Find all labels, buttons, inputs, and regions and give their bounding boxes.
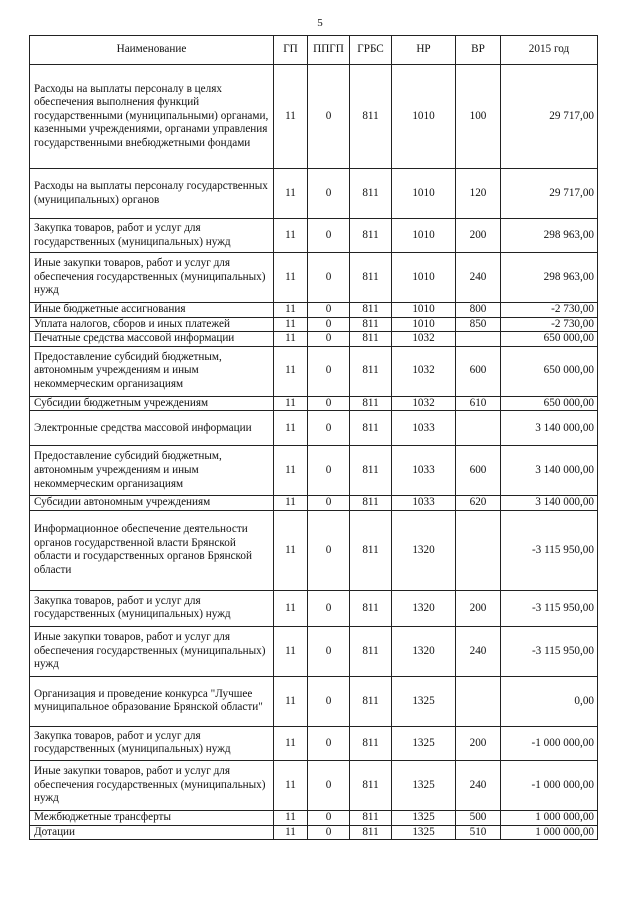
row-name: Предоставление субсидий бюджетным, автономным учреждениям и иным некоммерческим организациям	[30, 446, 274, 496]
row-vr: 100	[456, 65, 501, 169]
row-grbs: 811	[350, 726, 392, 760]
row-amount: -1 000 000,00	[501, 726, 598, 760]
row-gp: 11	[274, 317, 308, 332]
row-gp: 11	[274, 626, 308, 676]
row-nr: 1325	[392, 810, 456, 825]
col-header-name: Наименование	[30, 36, 274, 65]
table-row	[30, 411, 598, 446]
row-gp: 11	[274, 332, 308, 347]
table-row	[30, 169, 598, 219]
row-grbs: 811	[350, 510, 392, 590]
row-gp: 11	[274, 496, 308, 511]
row-nr: 1010	[392, 65, 456, 169]
row-gp: 11	[274, 253, 308, 303]
row-grbs: 811	[350, 590, 392, 626]
row-vr: 200	[456, 590, 501, 626]
row-amount: 298 963,00	[501, 253, 598, 303]
row-grbs: 811	[350, 810, 392, 825]
row-ppgp: 0	[308, 590, 350, 626]
row-name: Межбюджетные трансферты	[30, 810, 274, 825]
row-name: Информационное обеспечение деятельности органов государственной власти Брянской области и государственных органов Брянской области	[30, 510, 274, 590]
row-gp: 11	[274, 760, 308, 810]
row-vr: 600	[456, 346, 501, 396]
budget-table	[29, 35, 598, 840]
table-row	[30, 496, 598, 511]
row-ppgp: 0	[308, 346, 350, 396]
row-gp: 11	[274, 510, 308, 590]
row-nr: 1033	[392, 496, 456, 511]
row-amount: -2 730,00	[501, 317, 598, 332]
row-grbs: 811	[350, 219, 392, 253]
table-row	[30, 590, 598, 626]
col-header-year: 2015 год	[501, 36, 598, 65]
row-amount: 29 717,00	[501, 65, 598, 169]
row-gp: 11	[274, 303, 308, 318]
row-gp: 11	[274, 169, 308, 219]
table-row	[30, 396, 598, 411]
row-vr: 800	[456, 303, 501, 318]
col-header-grbs: ГРБС	[350, 36, 392, 65]
table-row	[30, 65, 598, 169]
row-grbs: 811	[350, 411, 392, 446]
row-nr: 1032	[392, 332, 456, 347]
table-row	[30, 810, 598, 825]
row-amount: -3 115 950,00	[501, 510, 598, 590]
row-gp: 11	[274, 726, 308, 760]
row-nr: 1320	[392, 626, 456, 676]
row-name: Предоставление субсидий бюджетным, автономным учреждениям и иным некоммерческим организациям	[30, 346, 274, 396]
row-name: Расходы на выплаты персоналу государственных (муниципальных) органов	[30, 169, 274, 219]
row-grbs: 811	[350, 396, 392, 411]
table-row	[30, 346, 598, 396]
row-nr: 1325	[392, 760, 456, 810]
row-grbs: 811	[350, 253, 392, 303]
row-amount: 3 140 000,00	[501, 446, 598, 496]
row-nr: 1320	[392, 590, 456, 626]
row-ppgp: 0	[308, 219, 350, 253]
row-amount: -2 730,00	[501, 303, 598, 318]
row-gp: 11	[274, 396, 308, 411]
row-gp: 11	[274, 346, 308, 396]
row-gp: 11	[274, 219, 308, 253]
row-amount: 29 717,00	[501, 169, 598, 219]
table-row	[30, 510, 598, 590]
row-vr: 240	[456, 253, 501, 303]
table-header-row	[30, 36, 598, 65]
row-grbs: 811	[350, 332, 392, 347]
row-vr: 500	[456, 810, 501, 825]
col-header-nr: НР	[392, 36, 456, 65]
row-vr: 610	[456, 396, 501, 411]
row-name: Дотации	[30, 825, 274, 840]
row-ppgp: 0	[308, 253, 350, 303]
row-vr: 200	[456, 219, 501, 253]
row-nr: 1010	[392, 169, 456, 219]
row-amount: 0,00	[501, 676, 598, 726]
row-nr: 1033	[392, 411, 456, 446]
row-name: Электронные средства массовой информации	[30, 411, 274, 446]
row-grbs: 811	[350, 825, 392, 840]
page-number: 5	[317, 17, 323, 29]
row-vr: 510	[456, 825, 501, 840]
row-grbs: 811	[350, 303, 392, 318]
row-ppgp: 0	[308, 65, 350, 169]
row-name: Закупка товаров, работ и услуг для государственных (муниципальных) нужд	[30, 590, 274, 626]
row-ppgp: 0	[308, 810, 350, 825]
row-gp: 11	[274, 446, 308, 496]
row-amount: 1 000 000,00	[501, 825, 598, 840]
row-name: Иные закупки товаров, работ и услуг для обеспечения государственных (муниципальных) нужд	[30, 253, 274, 303]
row-grbs: 811	[350, 346, 392, 396]
row-gp: 11	[274, 810, 308, 825]
row-grbs: 811	[350, 496, 392, 511]
row-ppgp: 0	[308, 169, 350, 219]
row-ppgp: 0	[308, 332, 350, 347]
row-amount: 1 000 000,00	[501, 810, 598, 825]
row-gp: 11	[274, 411, 308, 446]
row-ppgp: 0	[308, 446, 350, 496]
row-name: Субсидии автономным учреждениям	[30, 496, 274, 511]
row-grbs: 811	[350, 760, 392, 810]
row-nr: 1010	[392, 303, 456, 318]
row-ppgp: 0	[308, 510, 350, 590]
row-name: Субсидии бюджетным учреждениям	[30, 396, 274, 411]
row-ppgp: 0	[308, 496, 350, 511]
table-row	[30, 626, 598, 676]
row-name: Печатные средства массовой информации	[30, 332, 274, 347]
row-gp: 11	[274, 590, 308, 626]
row-vr	[456, 332, 501, 347]
row-ppgp: 0	[308, 760, 350, 810]
row-amount: -3 115 950,00	[501, 626, 598, 676]
row-ppgp: 0	[308, 317, 350, 332]
row-ppgp: 0	[308, 726, 350, 760]
table-row	[30, 332, 598, 347]
row-nr: 1033	[392, 446, 456, 496]
row-name: Закупка товаров, работ и услуг для государственных (муниципальных) нужд	[30, 726, 274, 760]
row-vr: 120	[456, 169, 501, 219]
row-amount: 650 000,00	[501, 332, 598, 347]
row-name: Организация и проведение конкурса "Лучшее муниципальное образование Брянской области"	[30, 676, 274, 726]
row-ppgp: 0	[308, 626, 350, 676]
row-grbs: 811	[350, 317, 392, 332]
row-name: Закупка товаров, работ и услуг для государственных (муниципальных) нужд	[30, 219, 274, 253]
row-vr: 240	[456, 760, 501, 810]
row-nr: 1325	[392, 726, 456, 760]
row-grbs: 811	[350, 169, 392, 219]
table-row	[30, 446, 598, 496]
col-header-gp: ГП	[274, 36, 308, 65]
row-nr: 1010	[392, 219, 456, 253]
row-amount: -3 115 950,00	[501, 590, 598, 626]
row-nr: 1325	[392, 825, 456, 840]
row-ppgp: 0	[308, 396, 350, 411]
col-header-ppgp: ППГП	[308, 36, 350, 65]
row-ppgp: 0	[308, 411, 350, 446]
row-ppgp: 0	[308, 676, 350, 726]
row-vr	[456, 411, 501, 446]
row-amount: 3 140 000,00	[501, 411, 598, 446]
row-ppgp: 0	[308, 825, 350, 840]
row-gp: 11	[274, 825, 308, 840]
row-nr: 1032	[392, 396, 456, 411]
row-name: Расходы на выплаты персоналу в целях обеспечения выполнения функций государственными (муниципальными) органами, казенными учреждениями, органами управления государственными внебюджетными фондами	[30, 65, 274, 169]
row-vr: 200	[456, 726, 501, 760]
row-vr: 620	[456, 496, 501, 511]
row-name: Иные бюджетные ассигнования	[30, 303, 274, 318]
table-row	[30, 219, 598, 253]
table-row	[30, 317, 598, 332]
table-row	[30, 303, 598, 318]
table-row	[30, 726, 598, 760]
row-amount: 298 963,00	[501, 219, 598, 253]
row-vr	[456, 676, 501, 726]
row-amount: 650 000,00	[501, 396, 598, 411]
row-grbs: 811	[350, 626, 392, 676]
row-nr: 1320	[392, 510, 456, 590]
row-ppgp: 0	[308, 303, 350, 318]
row-vr: 600	[456, 446, 501, 496]
row-gp: 11	[274, 676, 308, 726]
row-amount: 3 140 000,00	[501, 496, 598, 511]
row-name: Иные закупки товаров, работ и услуг для обеспечения государственных (муниципальных) нужд	[30, 626, 274, 676]
row-grbs: 811	[350, 676, 392, 726]
row-nr: 1010	[392, 317, 456, 332]
row-name: Иные закупки товаров, работ и услуг для обеспечения государственных (муниципальных) нужд	[30, 760, 274, 810]
table-row	[30, 825, 598, 840]
table-row	[30, 760, 598, 810]
row-amount: -1 000 000,00	[501, 760, 598, 810]
row-vr: 240	[456, 626, 501, 676]
row-grbs: 811	[350, 65, 392, 169]
row-nr: 1325	[392, 676, 456, 726]
row-amount: 650 000,00	[501, 346, 598, 396]
row-nr: 1010	[392, 253, 456, 303]
row-gp: 11	[274, 65, 308, 169]
table-row	[30, 676, 598, 726]
col-header-vr: ВР	[456, 36, 501, 65]
row-grbs: 811	[350, 446, 392, 496]
row-vr: 850	[456, 317, 501, 332]
table-row	[30, 253, 598, 303]
row-name: Уплата налогов, сборов и иных платежей	[30, 317, 274, 332]
row-vr	[456, 510, 501, 590]
row-nr: 1032	[392, 346, 456, 396]
